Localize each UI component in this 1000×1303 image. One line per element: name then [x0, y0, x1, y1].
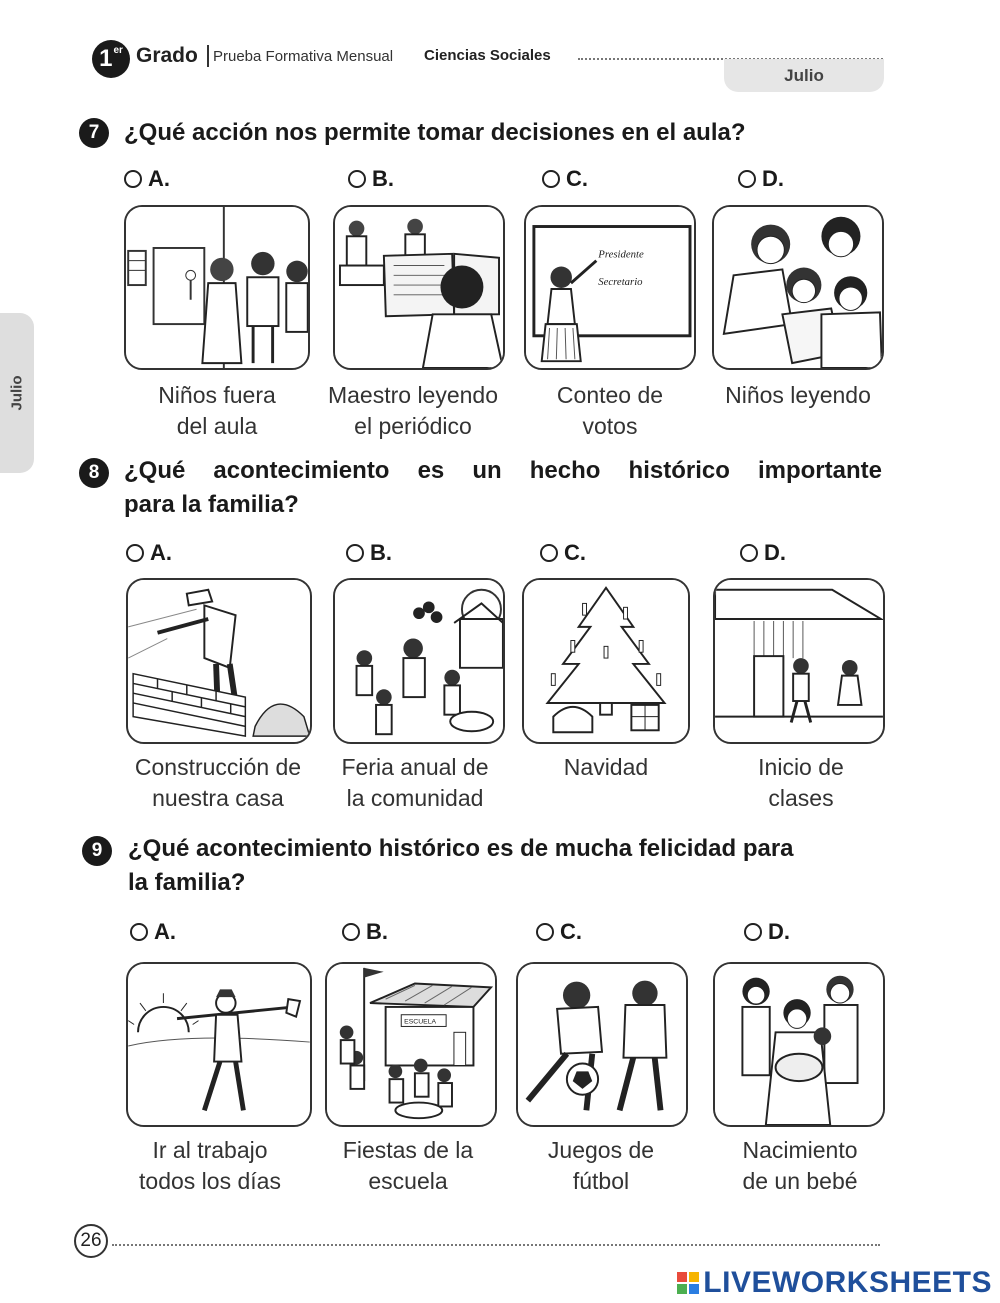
caption-line: Maestro leyendo: [327, 382, 499, 408]
caption-line: el periódico: [354, 413, 472, 439]
question-8-option-a-caption: [114, 752, 322, 814]
liveworksheets-logo-icon: [677, 1272, 699, 1294]
question-9-option-c[interactable]: [536, 919, 582, 945]
question-7-option-d[interactable]: [738, 166, 784, 192]
month-tab: [724, 59, 884, 92]
caption-line: Navidad: [563, 754, 649, 780]
footer-dotted-line: [112, 1244, 880, 1246]
question-7-option-a[interactable]: [124, 166, 170, 192]
teacher-reading-newspaper-illustration: [335, 207, 503, 368]
side-month-label: Julio: [8, 375, 26, 411]
children-reading-image[interactable]: [712, 205, 884, 370]
man-building-wall-image[interactable]: [126, 578, 312, 744]
caption-line: Ir al trabajo: [152, 1137, 268, 1163]
caption-line: fútbol: [572, 1168, 630, 1194]
caption-line: todos los días: [139, 1168, 281, 1194]
family-with-newborn-image[interactable]: [713, 962, 885, 1127]
option-letter: B.: [366, 919, 388, 944]
caption-line: Juegos de: [547, 1137, 655, 1163]
man-walking-to-work-image[interactable]: [126, 962, 312, 1127]
community-fair-image[interactable]: [333, 578, 505, 744]
header-separator: [207, 45, 209, 67]
christmas-tree-image[interactable]: [522, 578, 690, 744]
question-9-text-line2: la familia?: [128, 869, 246, 896]
radio-button[interactable]: [740, 544, 758, 562]
question-9-text-line1: ¿Qué acontecimiento histórico es de mucha felicidad para: [128, 835, 794, 862]
boys-playing-soccer-image[interactable]: [516, 962, 688, 1127]
children-going-to-school-image[interactable]: [713, 578, 885, 744]
radio-button[interactable]: [738, 170, 756, 188]
option-letter: A.: [154, 919, 176, 944]
option-letter: C.: [560, 919, 582, 944]
question-7-option-b-caption: [312, 380, 514, 442]
question-7-option-b[interactable]: [348, 166, 394, 192]
option-letter: D.: [764, 540, 786, 565]
radio-button[interactable]: [542, 170, 560, 188]
caption-line: del aula: [176, 413, 258, 439]
caption-line: clases: [768, 785, 834, 811]
grade-label: Grado: [136, 44, 198, 67]
caption-line: Niños leyendo: [725, 382, 871, 408]
question-9-option-a[interactable]: [130, 919, 176, 945]
school-party-illustration: [327, 964, 495, 1125]
question-7-text: ¿Qué acción nos permite tomar decisiones en el aula?: [124, 119, 746, 146]
question-9-option-b[interactable]: [342, 919, 388, 945]
grade-number: 1: [99, 45, 113, 72]
school-sign-text: ESCUELA: [404, 1018, 437, 1026]
caption-line: Inicio de: [758, 754, 844, 780]
question-9-option-a-caption: [108, 1135, 312, 1197]
caption-line: votos: [582, 413, 638, 439]
question-9-option-d-caption: [704, 1135, 896, 1197]
children-going-to-school-illustration: [715, 580, 883, 742]
vote-counting-board-image[interactable]: [524, 205, 696, 370]
christmas-tree-illustration: [524, 580, 688, 742]
question-9-option-d[interactable]: [744, 919, 790, 945]
question-8-option-b-caption: [314, 752, 516, 814]
man-building-wall-illustration: [128, 580, 310, 742]
side-month-tab: [0, 313, 34, 473]
children-reading-illustration: [714, 207, 882, 368]
test-title: Prueba Formativa Mensual: [213, 48, 394, 65]
question-8-option-c-caption: [512, 752, 700, 783]
vote-counting-board-illustration: [526, 207, 694, 368]
caption-line: la comunidad: [346, 785, 484, 811]
radio-button[interactable]: [342, 923, 360, 941]
radio-button[interactable]: [536, 923, 554, 941]
boys-playing-soccer-illustration: [518, 964, 686, 1125]
question-8-option-b[interactable]: [346, 540, 392, 566]
option-letter: B.: [370, 540, 392, 565]
caption-line: de un bebé: [742, 1168, 858, 1194]
question-8-option-d[interactable]: [740, 540, 786, 566]
question-9-number: 9: [82, 836, 112, 866]
caption-line: Construcción de: [134, 754, 302, 780]
brand-text: LIVEWORKSHEETS: [703, 1266, 992, 1299]
question-7-option-d-caption: [700, 380, 896, 411]
caption-line: Nacimiento: [742, 1137, 858, 1163]
question-8-text-line1: ¿Qué acontecimiento es un hecho histórico importante: [124, 457, 882, 484]
question-7-number: 7: [79, 118, 109, 148]
caption-line: Feria anual de: [341, 754, 489, 780]
liveworksheets-brand[interactable]: [677, 1266, 992, 1300]
board-text-presidente: Presidente: [598, 248, 644, 261]
option-letter: C.: [566, 166, 588, 191]
board-text-secretario: Secretario: [598, 276, 643, 289]
caption-line: Niños fuera: [158, 382, 276, 408]
community-fair-illustration: [335, 580, 503, 742]
option-letter: A.: [150, 540, 172, 565]
month-label: Julio: [784, 65, 824, 85]
radio-button[interactable]: [348, 170, 366, 188]
question-9-option-c-caption: [506, 1135, 696, 1197]
radio-button[interactable]: [540, 544, 558, 562]
option-letter: B.: [372, 166, 394, 191]
question-8-option-d-caption: [706, 752, 896, 814]
grade-badge: [92, 40, 130, 78]
question-8-text-line2: para la familia?: [124, 491, 299, 518]
option-letter: D.: [762, 166, 784, 191]
school-party-image[interactable]: [325, 962, 497, 1127]
children-outside-classroom-illustration: [126, 207, 308, 368]
caption-line: escuela: [368, 1168, 448, 1194]
children-outside-classroom-image[interactable]: [124, 205, 310, 370]
radio-button[interactable]: [346, 544, 364, 562]
radio-button[interactable]: [130, 923, 148, 941]
family-with-newborn-illustration: [715, 964, 883, 1125]
question-8-number: 8: [79, 458, 109, 488]
question-7-option-c-caption: [516, 380, 704, 442]
question-7-option-c[interactable]: [542, 166, 588, 192]
question-8-option-a[interactable]: [126, 540, 172, 566]
grade-suffix: er: [113, 45, 123, 56]
teacher-reading-newspaper-image[interactable]: [333, 205, 505, 370]
option-letter: C.: [564, 540, 586, 565]
radio-button[interactable]: [126, 544, 144, 562]
option-letter: A.: [148, 166, 170, 191]
caption-line: Conteo de: [556, 382, 664, 408]
option-letter: D.: [768, 919, 790, 944]
radio-button[interactable]: [124, 170, 142, 188]
caption-line: nuestra casa: [152, 785, 284, 811]
radio-button[interactable]: [744, 923, 762, 941]
question-8-option-c[interactable]: [540, 540, 586, 566]
question-9-option-b-caption: [310, 1135, 506, 1197]
question-7-option-a-caption: [114, 380, 320, 442]
caption-line: Fiestas de la: [342, 1137, 474, 1163]
man-walking-to-work-illustration: [128, 964, 310, 1125]
subject-title: Ciencias Sociales: [424, 47, 551, 64]
page-number: 26: [74, 1224, 108, 1258]
